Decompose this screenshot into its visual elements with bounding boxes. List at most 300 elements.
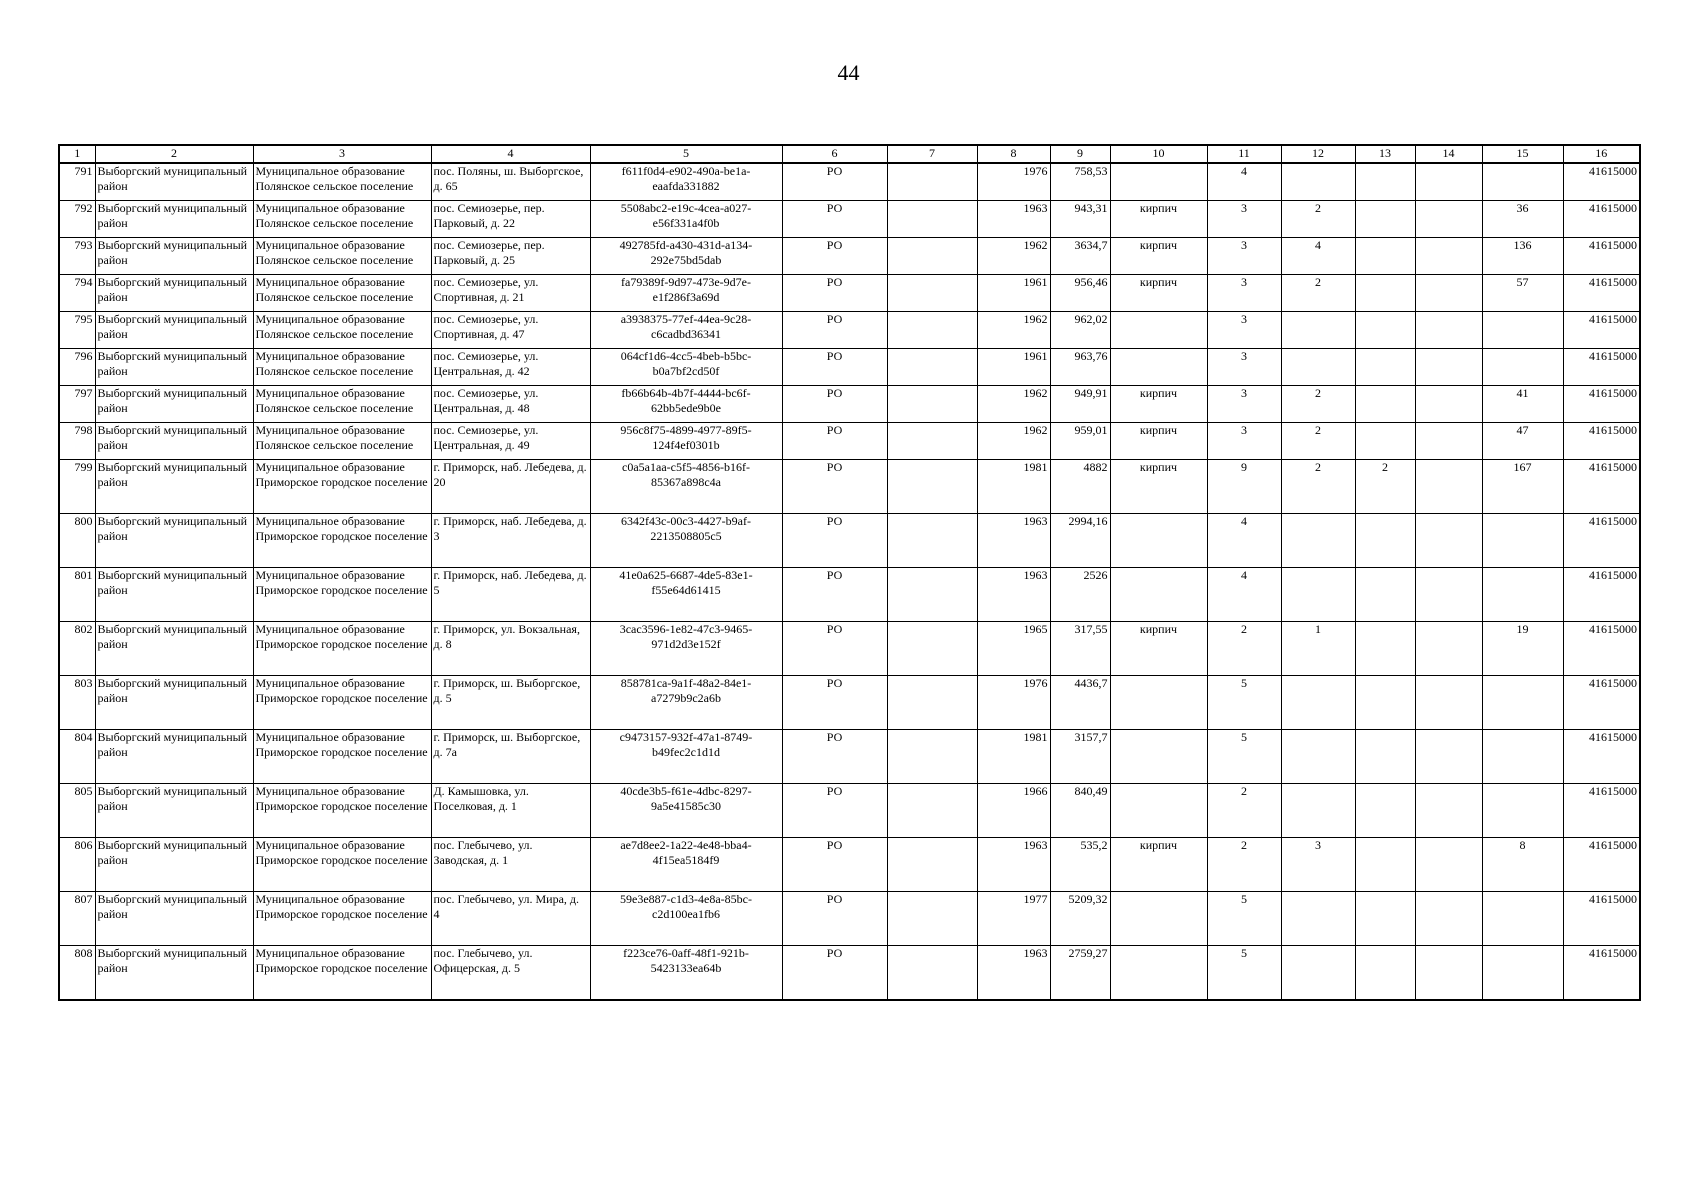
- oktmo-cell: 41615000: [1563, 312, 1640, 349]
- col13-cell: [1355, 238, 1415, 275]
- table-row: [59, 238, 1640, 275]
- col15-cell: [1482, 946, 1563, 1001]
- col13-cell: [1355, 730, 1415, 784]
- area-cell: 943,31: [1050, 201, 1110, 238]
- district-cell: Выборгский муниципальный район: [95, 275, 253, 312]
- col12-cell: [1281, 676, 1355, 730]
- col13-cell: [1355, 784, 1415, 838]
- table-row: [59, 163, 1640, 201]
- district-cell: Выборгский муниципальный район: [95, 568, 253, 622]
- material-cell: кирпич: [1110, 423, 1207, 460]
- row-number-cell: 794: [59, 275, 95, 312]
- material-cell: кирпич: [1110, 386, 1207, 423]
- row-number-cell: 805: [59, 784, 95, 838]
- district-cell: Выборгский муниципальный район: [95, 386, 253, 423]
- district-cell: Выборгский муниципальный район: [95, 349, 253, 386]
- district-cell: Выборгский муниципальный район: [95, 201, 253, 238]
- year-cell: 1965: [977, 622, 1050, 676]
- col13-cell: [1355, 423, 1415, 460]
- col14-cell: [1415, 423, 1482, 460]
- floors-cell: 3: [1207, 349, 1281, 386]
- address-cell: г. Приморск, ш. Выборгское, д. 7а: [431, 730, 590, 784]
- col13-cell: [1355, 386, 1415, 423]
- table-row: [59, 730, 1640, 784]
- municipality-cell: Муниципальное образование Полянское сельское поселение: [253, 275, 431, 312]
- year-cell: 1977: [977, 892, 1050, 946]
- col7-cell: [887, 892, 977, 946]
- area-cell: 4436,7: [1050, 676, 1110, 730]
- col15-cell: 19: [1482, 622, 1563, 676]
- col13-cell: [1355, 312, 1415, 349]
- year-cell: 1976: [977, 163, 1050, 201]
- column-header-4: 4: [431, 145, 590, 163]
- municipality-cell: Муниципальное образование Полянское сельское поселение: [253, 238, 431, 275]
- col14-cell: [1415, 201, 1482, 238]
- material-cell: [1110, 514, 1207, 568]
- col7-cell: [887, 238, 977, 275]
- municipality-cell: Муниципальное образование Полянское сельское поселение: [253, 312, 431, 349]
- col12-cell: [1281, 946, 1355, 1001]
- guid-cell: fa79389f-9d97-473e-9d7e-e1f286f3a69d: [590, 275, 782, 312]
- address-cell: пос. Семиозерье, пер. Парковый, д. 22: [431, 201, 590, 238]
- status-cell: РО: [782, 946, 887, 1001]
- row-number-cell: 808: [59, 946, 95, 1001]
- municipality-cell: Муниципальное образование Приморское городское поселение: [253, 784, 431, 838]
- floors-cell: 4: [1207, 163, 1281, 201]
- oktmo-cell: 41615000: [1563, 946, 1640, 1001]
- floors-cell: 5: [1207, 676, 1281, 730]
- row-number-cell: 800: [59, 514, 95, 568]
- table-row: [59, 676, 1640, 730]
- floors-cell: 9: [1207, 460, 1281, 514]
- year-cell: 1966: [977, 784, 1050, 838]
- material-cell: кирпич: [1110, 275, 1207, 312]
- material-cell: [1110, 676, 1207, 730]
- table-body: [59, 163, 1640, 1000]
- year-cell: 1981: [977, 460, 1050, 514]
- area-cell: 2759,27: [1050, 946, 1110, 1001]
- guid-cell: a3938375-77ef-44ea-9c28-c6cadbd36341: [590, 312, 782, 349]
- material-cell: кирпич: [1110, 622, 1207, 676]
- municipality-cell: Муниципальное образование Полянское сельское поселение: [253, 349, 431, 386]
- district-cell: Выборгский муниципальный район: [95, 946, 253, 1001]
- table-row: [59, 349, 1640, 386]
- col14-cell: [1415, 622, 1482, 676]
- address-cell: пос. Семиозерье, ул. Центральная, д. 42: [431, 349, 590, 386]
- col13-cell: [1355, 349, 1415, 386]
- guid-cell: 59e3e887-c1d3-4e8a-85bc-c2d100ea1fb6: [590, 892, 782, 946]
- col12-cell: [1281, 312, 1355, 349]
- district-cell: Выборгский муниципальный район: [95, 163, 253, 201]
- col15-cell: 57: [1482, 275, 1563, 312]
- status-cell: РО: [782, 514, 887, 568]
- table-row: [59, 312, 1640, 349]
- col14-cell: [1415, 568, 1482, 622]
- row-number-cell: 799: [59, 460, 95, 514]
- guid-cell: ae7d8ee2-1a22-4e48-bba4-4f15ea5184f9: [590, 838, 782, 892]
- address-cell: пос. Семиозерье, пер. Парковый, д. 25: [431, 238, 590, 275]
- material-cell: [1110, 312, 1207, 349]
- floors-cell: 3: [1207, 312, 1281, 349]
- col7-cell: [887, 730, 977, 784]
- material-cell: [1110, 784, 1207, 838]
- col13-cell: [1355, 568, 1415, 622]
- table-row: [59, 784, 1640, 838]
- status-cell: РО: [782, 784, 887, 838]
- col15-cell: 8: [1482, 838, 1563, 892]
- col7-cell: [887, 784, 977, 838]
- year-cell: 1963: [977, 946, 1050, 1001]
- column-header-5: 5: [590, 145, 782, 163]
- column-header-2: 2: [95, 145, 253, 163]
- col15-cell: 36: [1482, 201, 1563, 238]
- district-cell: Выборгский муниципальный район: [95, 676, 253, 730]
- column-header-15: 15: [1482, 145, 1563, 163]
- material-cell: [1110, 946, 1207, 1001]
- column-header-16: 16: [1563, 145, 1640, 163]
- col12-cell: [1281, 892, 1355, 946]
- oktmo-cell: 41615000: [1563, 275, 1640, 312]
- col12-cell: 2: [1281, 423, 1355, 460]
- col14-cell: [1415, 676, 1482, 730]
- col7-cell: [887, 568, 977, 622]
- municipality-cell: Муниципальное образование Полянское сельское поселение: [253, 386, 431, 423]
- col15-cell: [1482, 514, 1563, 568]
- row-number-cell: 807: [59, 892, 95, 946]
- col14-cell: [1415, 838, 1482, 892]
- col14-cell: [1415, 730, 1482, 784]
- year-cell: 1962: [977, 423, 1050, 460]
- area-cell: 949,91: [1050, 386, 1110, 423]
- col12-cell: [1281, 730, 1355, 784]
- table-header: [59, 145, 1640, 163]
- table-row: [59, 514, 1640, 568]
- area-cell: 956,46: [1050, 275, 1110, 312]
- material-cell: кирпич: [1110, 460, 1207, 514]
- row-number-cell: 793: [59, 238, 95, 275]
- area-cell: 4882: [1050, 460, 1110, 514]
- municipality-cell: Муниципальное образование Приморское городское поселение: [253, 838, 431, 892]
- col12-cell: 1: [1281, 622, 1355, 676]
- status-cell: РО: [782, 622, 887, 676]
- oktmo-cell: 41615000: [1563, 238, 1640, 275]
- year-cell: 1963: [977, 838, 1050, 892]
- row-number-cell: 802: [59, 622, 95, 676]
- col15-cell: [1482, 676, 1563, 730]
- oktmo-cell: 41615000: [1563, 784, 1640, 838]
- col13-cell: [1355, 622, 1415, 676]
- oktmo-cell: 41615000: [1563, 514, 1640, 568]
- address-cell: г. Приморск, наб. Лебедева, д. 3: [431, 514, 590, 568]
- district-cell: Выборгский муниципальный район: [95, 784, 253, 838]
- address-cell: г. Приморск, наб. Лебедева, д. 20: [431, 460, 590, 514]
- material-cell: кирпич: [1110, 838, 1207, 892]
- col7-cell: [887, 838, 977, 892]
- guid-cell: 3cac3596-1e82-47c3-9465-971d2d3e152f: [590, 622, 782, 676]
- col7-cell: [887, 386, 977, 423]
- status-cell: РО: [782, 238, 887, 275]
- guid-cell: 064cf1d6-4cc5-4beb-b5bc-b0a7bf2cd50f: [590, 349, 782, 386]
- floors-cell: 2: [1207, 838, 1281, 892]
- col15-cell: 136: [1482, 238, 1563, 275]
- year-cell: 1976: [977, 676, 1050, 730]
- header-row: [59, 145, 1640, 163]
- municipality-cell: Муниципальное образование Приморское городское поселение: [253, 568, 431, 622]
- address-cell: пос. Семиозерье, ул. Спортивная, д. 47: [431, 312, 590, 349]
- oktmo-cell: 41615000: [1563, 730, 1640, 784]
- year-cell: 1962: [977, 312, 1050, 349]
- table-row: [59, 838, 1640, 892]
- col13-cell: [1355, 514, 1415, 568]
- col13-cell: [1355, 838, 1415, 892]
- row-number-cell: 795: [59, 312, 95, 349]
- material-cell: [1110, 730, 1207, 784]
- floors-cell: 3: [1207, 386, 1281, 423]
- year-cell: 1962: [977, 238, 1050, 275]
- floors-cell: 3: [1207, 238, 1281, 275]
- address-cell: пос. Поляны, ш. Выборгское, д. 65: [431, 163, 590, 201]
- col14-cell: [1415, 312, 1482, 349]
- guid-cell: 6342f43c-00c3-4427-b9af-2213508805c5: [590, 514, 782, 568]
- col14-cell: [1415, 946, 1482, 1001]
- area-cell: 963,76: [1050, 349, 1110, 386]
- status-cell: РО: [782, 568, 887, 622]
- col12-cell: [1281, 568, 1355, 622]
- municipality-cell: Муниципальное образование Полянское сельское поселение: [253, 201, 431, 238]
- guid-cell: 41e0a625-6687-4de5-83e1-f55e64d61415: [590, 568, 782, 622]
- status-cell: РО: [782, 423, 887, 460]
- col15-cell: [1482, 163, 1563, 201]
- address-cell: пос. Семиозерье, ул. Центральная, д. 49: [431, 423, 590, 460]
- column-header-1: 1: [59, 145, 95, 163]
- col14-cell: [1415, 163, 1482, 201]
- table-row: [59, 460, 1640, 514]
- col13-cell: [1355, 163, 1415, 201]
- col13-cell: [1355, 275, 1415, 312]
- year-cell: 1961: [977, 275, 1050, 312]
- col14-cell: [1415, 460, 1482, 514]
- col12-cell: 2: [1281, 460, 1355, 514]
- row-number-cell: 797: [59, 386, 95, 423]
- address-cell: пос. Глебычево, ул. Мира, д. 4: [431, 892, 590, 946]
- status-cell: РО: [782, 676, 887, 730]
- district-cell: Выборгский муниципальный район: [95, 460, 253, 514]
- municipality-cell: Муниципальное образование Приморское городское поселение: [253, 946, 431, 1001]
- status-cell: РО: [782, 163, 887, 201]
- area-cell: 5209,32: [1050, 892, 1110, 946]
- floors-cell: 5: [1207, 730, 1281, 784]
- col12-cell: 2: [1281, 386, 1355, 423]
- floors-cell: 5: [1207, 946, 1281, 1001]
- row-number-cell: 801: [59, 568, 95, 622]
- district-cell: Выборгский муниципальный район: [95, 730, 253, 784]
- col13-cell: [1355, 946, 1415, 1001]
- col12-cell: 2: [1281, 201, 1355, 238]
- guid-cell: c0a5a1aa-c5f5-4856-b16f-85367a898c4a: [590, 460, 782, 514]
- column-header-10: 10: [1110, 145, 1207, 163]
- area-cell: 317,55: [1050, 622, 1110, 676]
- row-number-cell: 798: [59, 423, 95, 460]
- guid-cell: f223ce76-0aff-48f1-921b-5423133ea64b: [590, 946, 782, 1001]
- area-cell: 959,01: [1050, 423, 1110, 460]
- row-number-cell: 792: [59, 201, 95, 238]
- district-cell: Выборгский муниципальный район: [95, 838, 253, 892]
- oktmo-cell: 41615000: [1563, 423, 1640, 460]
- col14-cell: [1415, 784, 1482, 838]
- guid-cell: c9473157-932f-47a1-8749-b49fec2c1d1d: [590, 730, 782, 784]
- floors-cell: 5: [1207, 892, 1281, 946]
- col12-cell: [1281, 163, 1355, 201]
- address-cell: пос. Семиозерье, ул. Центральная, д. 48: [431, 386, 590, 423]
- guid-cell: 956c8f75-4899-4977-89f5-124f4ef0301b: [590, 423, 782, 460]
- col14-cell: [1415, 275, 1482, 312]
- material-cell: [1110, 568, 1207, 622]
- column-header-12: 12: [1281, 145, 1355, 163]
- guid-cell: fb66b64b-4b7f-4444-bc6f-62bb5ede9b0e: [590, 386, 782, 423]
- col12-cell: [1281, 349, 1355, 386]
- column-header-6: 6: [782, 145, 887, 163]
- table-row: [59, 946, 1640, 1001]
- row-number-cell: 796: [59, 349, 95, 386]
- col13-cell: [1355, 892, 1415, 946]
- floors-cell: 4: [1207, 514, 1281, 568]
- oktmo-cell: 41615000: [1563, 163, 1640, 201]
- area-cell: 2526: [1050, 568, 1110, 622]
- col14-cell: [1415, 514, 1482, 568]
- area-cell: 3634,7: [1050, 238, 1110, 275]
- district-cell: Выборгский муниципальный район: [95, 312, 253, 349]
- column-header-9: 9: [1050, 145, 1110, 163]
- oktmo-cell: 41615000: [1563, 892, 1640, 946]
- col7-cell: [887, 275, 977, 312]
- col7-cell: [887, 676, 977, 730]
- table-row: [59, 892, 1640, 946]
- year-cell: 1963: [977, 514, 1050, 568]
- col13-cell: [1355, 201, 1415, 238]
- col15-cell: [1482, 349, 1563, 386]
- year-cell: 1961: [977, 349, 1050, 386]
- guid-cell: 492785fd-a430-431d-a134-292e75bd5dab: [590, 238, 782, 275]
- guid-cell: 5508abc2-e19c-4cea-a027-e56f331a4f0b: [590, 201, 782, 238]
- address-cell: г. Приморск, ш. Выборгское, д. 5: [431, 676, 590, 730]
- col12-cell: [1281, 784, 1355, 838]
- col7-cell: [887, 423, 977, 460]
- row-number-cell: 791: [59, 163, 95, 201]
- row-number-cell: 803: [59, 676, 95, 730]
- district-cell: Выборгский муниципальный район: [95, 622, 253, 676]
- municipality-cell: Муниципальное образование Приморское городское поселение: [253, 514, 431, 568]
- col7-cell: [887, 163, 977, 201]
- table-row: [59, 423, 1640, 460]
- floors-cell: 2: [1207, 622, 1281, 676]
- row-number-cell: 804: [59, 730, 95, 784]
- col12-cell: 2: [1281, 275, 1355, 312]
- col14-cell: [1415, 892, 1482, 946]
- area-cell: 535,2: [1050, 838, 1110, 892]
- col7-cell: [887, 460, 977, 514]
- col13-cell: 2: [1355, 460, 1415, 514]
- table-row: [59, 275, 1640, 312]
- floors-cell: 4: [1207, 568, 1281, 622]
- address-cell: г. Приморск, наб. Лебедева, д. 5: [431, 568, 590, 622]
- col14-cell: [1415, 386, 1482, 423]
- column-header-11: 11: [1207, 145, 1281, 163]
- status-cell: РО: [782, 312, 887, 349]
- material-cell: кирпич: [1110, 201, 1207, 238]
- district-cell: Выборгский муниципальный район: [95, 892, 253, 946]
- oktmo-cell: 41615000: [1563, 349, 1640, 386]
- column-header-8: 8: [977, 145, 1050, 163]
- material-cell: кирпич: [1110, 238, 1207, 275]
- municipality-cell: Муниципальное образование Приморское городское поселение: [253, 676, 431, 730]
- status-cell: РО: [782, 730, 887, 784]
- col15-cell: 47: [1482, 423, 1563, 460]
- table-row: [59, 622, 1640, 676]
- col15-cell: [1482, 892, 1563, 946]
- oktmo-cell: 41615000: [1563, 838, 1640, 892]
- area-cell: 840,49: [1050, 784, 1110, 838]
- column-header-3: 3: [253, 145, 431, 163]
- address-cell: пос. Глебычево, ул. Офицерская, д. 5: [431, 946, 590, 1001]
- district-cell: Выборгский муниципальный район: [95, 514, 253, 568]
- material-cell: [1110, 349, 1207, 386]
- oktmo-cell: 41615000: [1563, 676, 1640, 730]
- year-cell: 1963: [977, 201, 1050, 238]
- column-header-13: 13: [1355, 145, 1415, 163]
- material-cell: [1110, 163, 1207, 201]
- col15-cell: [1482, 312, 1563, 349]
- municipality-cell: Муниципальное образование Приморское городское поселение: [253, 460, 431, 514]
- status-cell: РО: [782, 201, 887, 238]
- district-cell: Выборгский муниципальный район: [95, 423, 253, 460]
- table-row: [59, 201, 1640, 238]
- col14-cell: [1415, 238, 1482, 275]
- year-cell: 1981: [977, 730, 1050, 784]
- col15-cell: 167: [1482, 460, 1563, 514]
- year-cell: 1963: [977, 568, 1050, 622]
- col7-cell: [887, 946, 977, 1001]
- status-cell: РО: [782, 892, 887, 946]
- col7-cell: [887, 622, 977, 676]
- col7-cell: [887, 312, 977, 349]
- col15-cell: 41: [1482, 386, 1563, 423]
- col12-cell: [1281, 514, 1355, 568]
- material-cell: [1110, 892, 1207, 946]
- col7-cell: [887, 349, 977, 386]
- district-cell: Выборгский муниципальный район: [95, 238, 253, 275]
- housing-registry-table: [58, 144, 1641, 1001]
- status-cell: РО: [782, 460, 887, 514]
- table-row: [59, 386, 1640, 423]
- col14-cell: [1415, 349, 1482, 386]
- col12-cell: 3: [1281, 838, 1355, 892]
- address-cell: Д. Камышовка, ул. Поселковая, д. 1: [431, 784, 590, 838]
- floors-cell: 2: [1207, 784, 1281, 838]
- status-cell: РО: [782, 349, 887, 386]
- municipality-cell: Муниципальное образование Полянское сельское поселение: [253, 163, 431, 201]
- municipality-cell: Муниципальное образование Приморское городское поселение: [253, 730, 431, 784]
- page-number: 44: [837, 60, 860, 85]
- status-cell: РО: [782, 275, 887, 312]
- oktmo-cell: 41615000: [1563, 460, 1640, 514]
- column-header-14: 14: [1415, 145, 1482, 163]
- year-cell: 1962: [977, 386, 1050, 423]
- area-cell: 962,02: [1050, 312, 1110, 349]
- col15-cell: [1482, 784, 1563, 838]
- col7-cell: [887, 201, 977, 238]
- address-cell: пос. Глебычево, ул. Заводская, д. 1: [431, 838, 590, 892]
- oktmo-cell: 41615000: [1563, 201, 1640, 238]
